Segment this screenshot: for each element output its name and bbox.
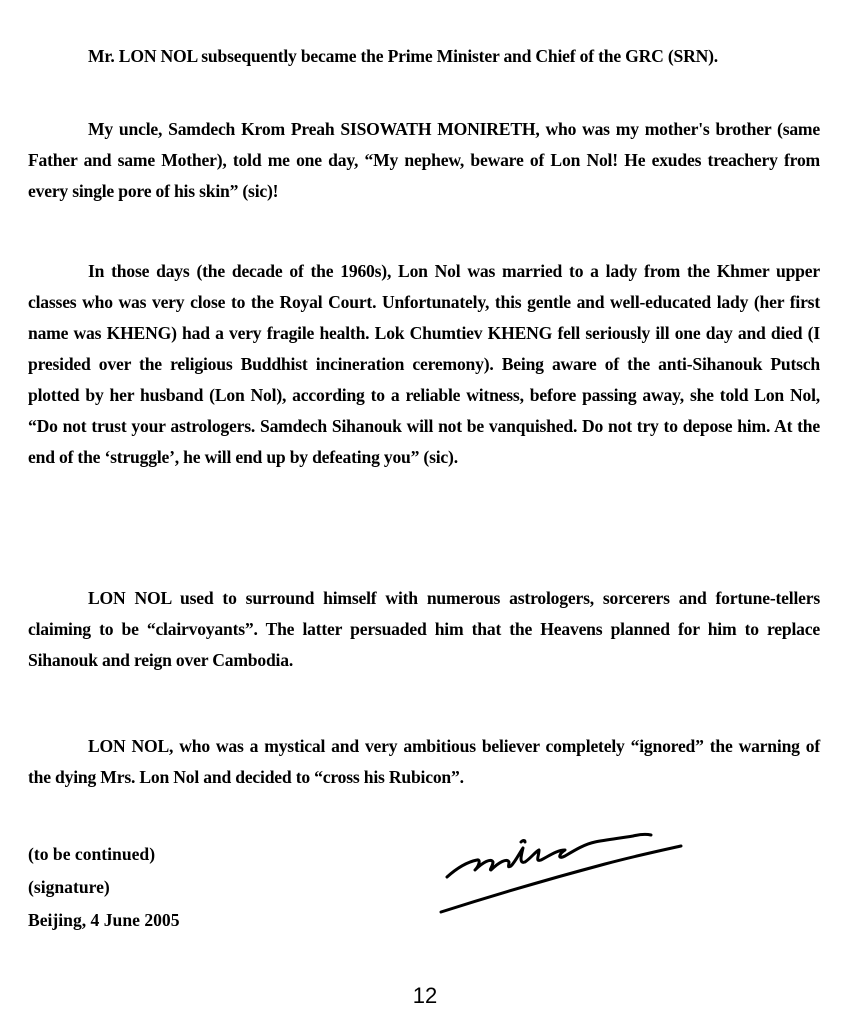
paragraph-lon-nol-prime-minister: Mr. LON NOL subsequently became the Prime Minister and Chief of the GRC (SRN). <box>88 46 718 66</box>
closing-block <box>28 838 180 937</box>
signature-label: (signature) <box>28 877 110 897</box>
paragraph-astrologers: LON NOL used to surround himself with numerous astrologers, sorcerers and fortune-tellers claiming to be “clairvoyants”. The latter persuaded him that the Heavens planned for him to replace Sihanouk and reign over Cambodia. <box>28 588 820 670</box>
paragraph-rubicon: LON NOL, who was a mystical and very ambitious believer completely “ignored” the warning of the dying Mrs. Lon Nol and decided to “cross his Rubicon”. <box>28 736 820 787</box>
place-date: Beijing, 4 June 2005 <box>28 910 180 930</box>
to-be-continued: (to be continued) <box>28 844 156 864</box>
paragraph-uncle-warning: My uncle, Samdech Krom Preah SISOWATH MONIRETH, who was my mother's brother (same Father and same Mother), told me one day, “My nephew, beware of Lon Nol! He exudes treachery from every single pore of his skin” (sic)! <box>28 119 820 201</box>
paragraph-kheng-story: In those days (the decade of the 1960s), Lon Nol was married to a lady from the Khmer upper classes who was very close to the Royal Court. Unfortunately, this gentle and well-educated lady (her first name was KHENG) had a very fragile health. Lok Chumtiev KHENG fell seriously ill one day and died (I presided over the religious Buddhist incineration ceremony). Being aware of the anti-Sihanouk Putsch plotted by her husband (Lon Nol), according to a reliable witness, before passing away, she told Lon Nol, “Do not trust your astrologers. Samdech Sihanouk will not be vanquished. Do not try to depose him. At the end of the ‘struggle’, he will end up by defeating you” (sic). <box>28 261 820 467</box>
page-number: 12 <box>412 983 438 1008</box>
handwritten-signature <box>435 820 695 920</box>
